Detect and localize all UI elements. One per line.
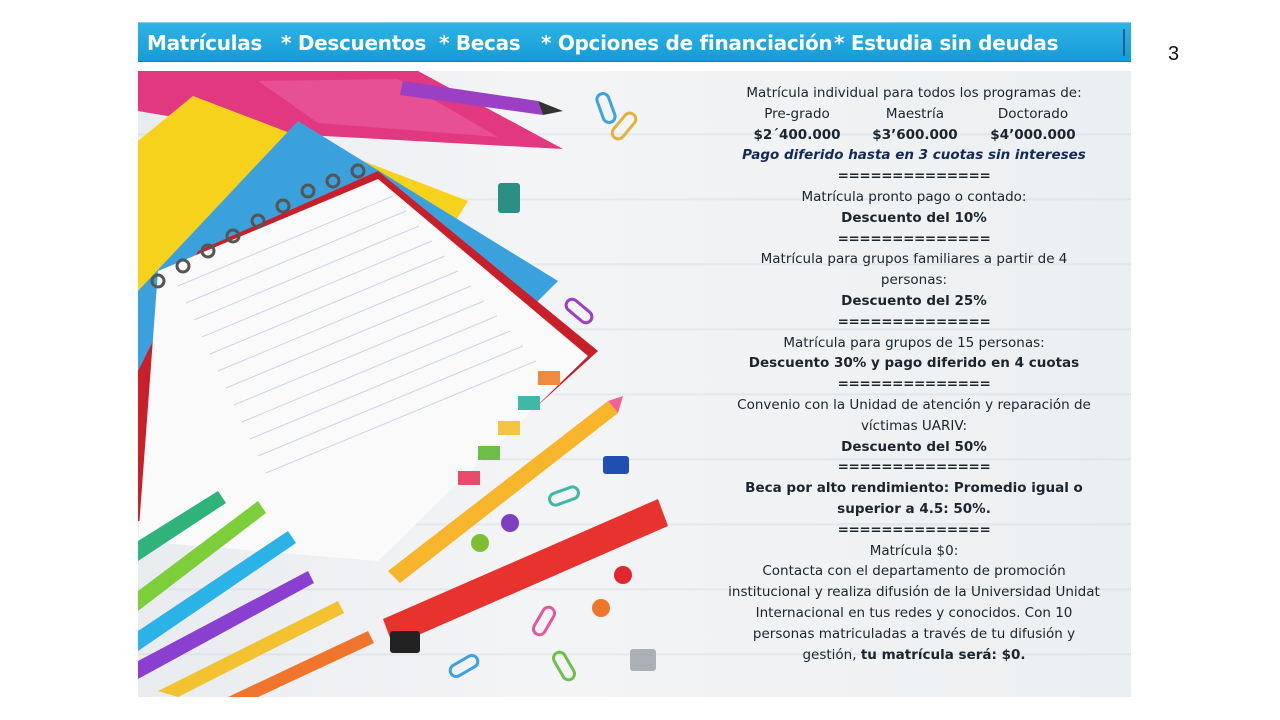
separator: ============== xyxy=(837,459,991,476)
zero-tuition-result: tu matrícula será: $0. xyxy=(860,646,1026,663)
program-name: Pre-grado xyxy=(764,105,830,122)
block-detail: Descuento del 10% xyxy=(841,209,987,226)
program-name: Doctorado xyxy=(997,105,1069,122)
separator: ============== xyxy=(837,168,991,185)
program-price: $3’600.000 xyxy=(872,126,958,143)
page-number: 3 xyxy=(1168,43,1180,65)
separator: ============== xyxy=(837,376,991,393)
program-price: $4’000.000 xyxy=(990,126,1076,143)
zero-tuition-text xyxy=(728,561,1100,665)
zero-tuition-body: Contacta con el departamento de promoción institucional y realiza difusión de la Universidad Unidat Internacional en tus redes y conocidos. Con 10 personas matriculadas a través de tu difusión y gestión, xyxy=(728,563,1100,663)
tuition-info-panel xyxy=(728,83,1100,665)
program-names-row xyxy=(728,104,1100,125)
nav-item-descuentos[interactable]: * Descuentos xyxy=(281,31,426,55)
block-detail: Descuento del 25% xyxy=(841,292,987,309)
nav-item-estudia-sin-deudas[interactable]: * Estudia sin deudas xyxy=(834,31,1059,55)
program-price: $2´400.000 xyxy=(753,126,841,143)
block-detail: Descuento 30% y pago diferido en 4 cuotas xyxy=(748,355,1080,372)
top-nav-bar xyxy=(138,22,1131,62)
zero-tuition-title: Matrícula $0: xyxy=(869,542,959,559)
program-name: Maestría xyxy=(885,105,945,122)
separator: ============== xyxy=(837,230,991,247)
teal-binder-clip xyxy=(498,183,520,213)
block-title: Matrícula para grupos familiares a partir de 4 personas: xyxy=(760,251,1068,289)
block-title: Convenio con la Unidad de atención y reparación de víctimas UARIV: xyxy=(737,396,1091,434)
program-prices-row xyxy=(728,125,1100,146)
nav-item-financiacion[interactable]: * Opciones de financiación xyxy=(541,31,833,55)
separator: ============== xyxy=(837,313,991,330)
scholarship-detail: Beca por alto rendimiento: Promedio igual o superior a 4.5: 50%. xyxy=(745,480,1083,517)
separator: ============== xyxy=(837,521,991,538)
school-supplies-background xyxy=(138,71,1131,697)
nav-item-matriculas[interactable]: Matrículas xyxy=(147,31,263,55)
nav-divider xyxy=(1123,29,1125,56)
block-detail: Descuento del 50% xyxy=(841,438,987,455)
block-title: Matrícula pronto pago o contado: xyxy=(801,188,1027,205)
black-binder-clip xyxy=(390,631,420,653)
nav-item-becas[interactable]: * Becas xyxy=(439,31,521,55)
blue-binder-clip xyxy=(603,456,629,474)
deferred-payment-note: Pago diferido hasta en 3 cuotas sin intereses xyxy=(742,147,1086,164)
block-title: Matrícula para grupos de 15 personas: xyxy=(783,334,1045,351)
gray-binder-clip xyxy=(630,649,656,671)
intro-text: Matrícula individual para todos los programas de: xyxy=(746,85,1082,101)
